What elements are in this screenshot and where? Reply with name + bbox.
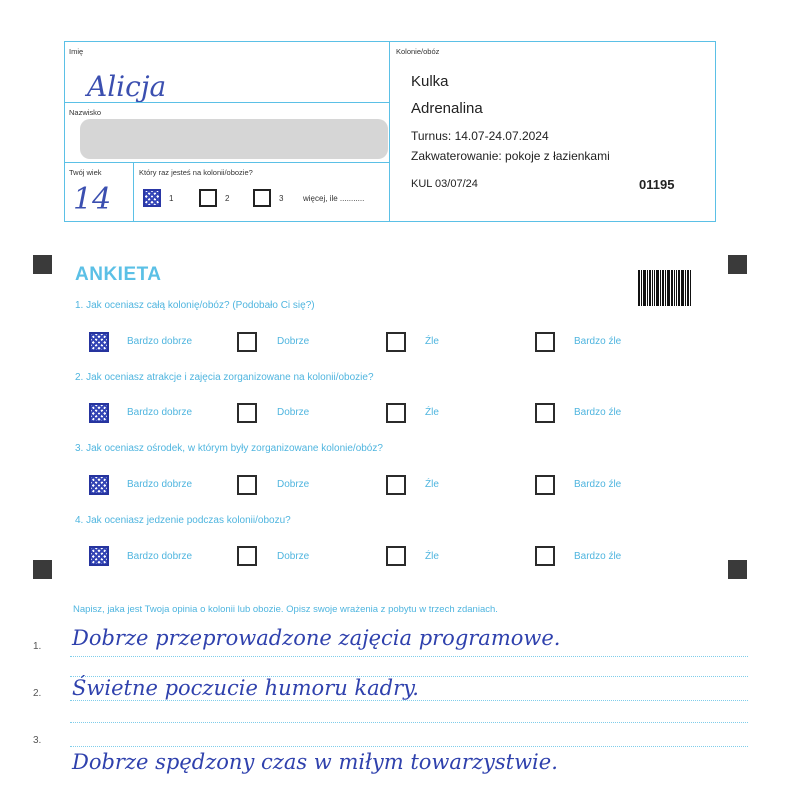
camp-name-1: Kulka — [411, 73, 449, 90]
q3-option-bardzo-dobrze-checkbox[interactable] — [89, 475, 109, 495]
kolonie-label: Kolonie/obóz — [396, 47, 440, 56]
line-number-3: 3. — [33, 735, 42, 746]
q3-option-dobrze-checkbox[interactable] — [237, 475, 257, 495]
ktory-raz-label: Który raz jesteś na kolonii/obozie? — [139, 168, 253, 177]
personal-info-section — [65, 42, 390, 221]
nazwisko-label: Nazwisko — [69, 108, 102, 117]
q3-option-bardzo-zle-label: Bardzo źle — [574, 479, 622, 490]
q4-option-dobrze-label: Dobrze — [277, 551, 310, 562]
question-2: 2. Jak oceniasz atrakcje i zajęcia zorganizowane na kolonii/obozie? — [75, 372, 374, 383]
q4-option-bardzo-zle-label: Bardzo źle — [574, 551, 622, 562]
imie-label: Imię — [69, 47, 84, 56]
registration-marker — [33, 560, 52, 579]
dotted-line — [70, 746, 748, 747]
dotted-line — [70, 700, 748, 701]
wiek-value[interactable]: 14 — [73, 182, 112, 217]
q2-option-zle-label: Źle — [425, 407, 439, 418]
registration-marker — [33, 255, 52, 274]
divider — [133, 162, 134, 222]
answer-line-3[interactable]: Dobrze spędzony czas w miłym towarzystwie. — [72, 750, 558, 774]
camp-name-2: Adrenalina — [411, 100, 483, 117]
q2-option-dobrze-checkbox[interactable] — [237, 403, 257, 423]
q1-option-bardzo-dobrze-label: Bardzo dobrze — [127, 336, 193, 347]
dotted-line — [70, 722, 748, 723]
q2-option-dobrze-label: Dobrze — [277, 407, 310, 418]
q4-option-zle-checkbox[interactable] — [386, 546, 406, 566]
q1-option-bardzo-zle-label: Bardzo źle — [574, 336, 622, 347]
q3-option-bardzo-dobrze-label: Bardzo dobrze — [127, 479, 193, 490]
q2-option-bardzo-zle-checkbox[interactable] — [535, 403, 555, 423]
barcode — [638, 270, 692, 306]
q1-option-zle-label: Źle — [425, 336, 439, 347]
visit-count-label-3: 3 — [279, 194, 284, 203]
visit-count-checkbox-1[interactable] — [143, 189, 161, 207]
turnus-text: Turnus: 14.07-24.07.2024 — [411, 129, 549, 143]
wiecej-label: więcej, ile ........... — [303, 194, 365, 203]
q1-option-dobrze-label: Dobrze — [277, 336, 310, 347]
q4-option-zle-label: Źle — [425, 551, 439, 562]
header-form — [64, 41, 716, 222]
registration-marker — [728, 255, 747, 274]
visit-count-checkbox-3[interactable] — [253, 189, 271, 207]
q2-option-bardzo-dobrze-label: Bardzo dobrze — [127, 407, 193, 418]
q2-option-bardzo-zle-label: Bardzo źle — [574, 407, 622, 418]
q4-option-bardzo-dobrze-label: Bardzo dobrze — [127, 551, 193, 562]
redacted-surname — [80, 119, 388, 159]
form-number: 01195 — [639, 177, 675, 192]
q2-option-bardzo-dobrze-checkbox[interactable] — [89, 403, 109, 423]
question-1: 1. Jak oceniasz całą kolonię/obóz? (Podobało Ci się?) — [75, 300, 315, 311]
q3-option-zle-checkbox[interactable] — [386, 475, 406, 495]
question-4: 4. Jak oceniasz jedzenie podczas kolonii/obozu? — [75, 515, 291, 526]
question-3: 3. Jak oceniasz ośrodek, w którym były zorganizowane kolonie/obóz? — [75, 443, 383, 454]
q2-option-zle-checkbox[interactable] — [386, 403, 406, 423]
camp-code: KUL 03/07/24 — [411, 178, 478, 190]
line-number-2: 2. — [33, 688, 42, 699]
opinion-instruction: Napisz, jaka jest Twoja opinia o kolonii lub obozie. Opisz swoje wrażenia z pobytu w trzech zdaniach. — [73, 604, 498, 615]
q3-option-zle-label: Źle — [425, 479, 439, 490]
answer-line-1[interactable]: Dobrze przeprowadzone zajęcia programowe. — [72, 626, 561, 650]
q4-option-dobrze-checkbox[interactable] — [237, 546, 257, 566]
q3-option-dobrze-label: Dobrze — [277, 479, 310, 490]
answer-line-2[interactable]: Świetne poczucie humoru kadry. — [72, 676, 419, 700]
divider — [65, 102, 389, 103]
registration-marker — [728, 560, 747, 579]
q1-option-dobrze-checkbox[interactable] — [237, 332, 257, 352]
q1-option-bardzo-zle-checkbox[interactable] — [535, 332, 555, 352]
dotted-line — [70, 656, 748, 657]
divider — [65, 162, 389, 163]
survey-title: ANKIETA — [75, 264, 162, 285]
imie-value[interactable]: Alicja — [87, 70, 167, 103]
visit-count-checkbox-2[interactable] — [199, 189, 217, 207]
q4-option-bardzo-dobrze-checkbox[interactable] — [89, 546, 109, 566]
q1-option-zle-checkbox[interactable] — [386, 332, 406, 352]
q4-option-bardzo-zle-checkbox[interactable] — [535, 546, 555, 566]
q1-option-bardzo-dobrze-checkbox[interactable] — [89, 332, 109, 352]
wiek-label: Twój wiek — [69, 168, 102, 177]
visit-count-label-1: 1 — [169, 194, 174, 203]
visit-count-label-2: 2 — [225, 194, 230, 203]
zakwaterowanie-text: Zakwaterowanie: pokoje z łazienkami — [411, 149, 610, 163]
q3-option-bardzo-zle-checkbox[interactable] — [535, 475, 555, 495]
line-number-1: 1. — [33, 641, 42, 652]
